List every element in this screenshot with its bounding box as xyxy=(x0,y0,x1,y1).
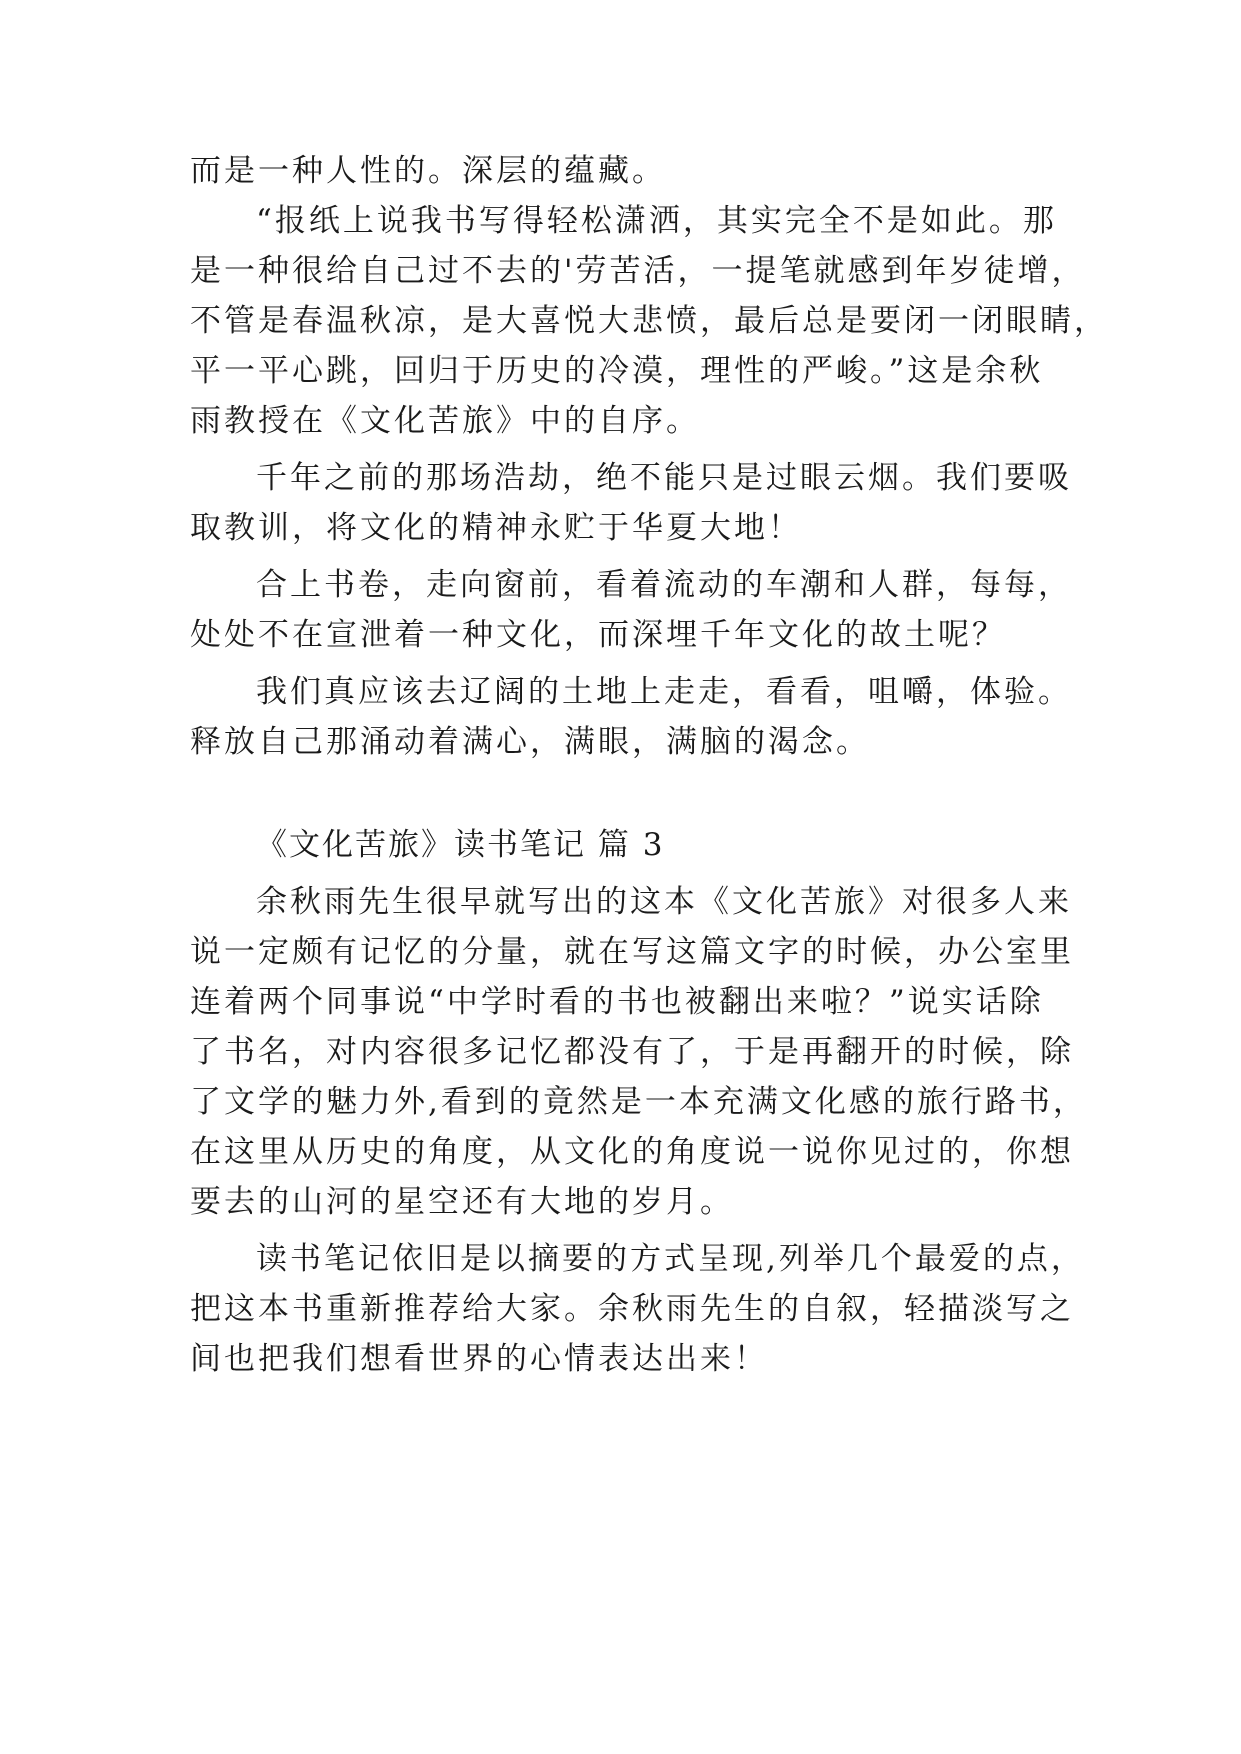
paragraph-line: 而是一种人性的。深层的蕴藏。 xyxy=(190,153,666,189)
paragraph-line: 我们真应该去辽阔的土地上走走，看看，咀嚼，体验。 xyxy=(256,674,1072,710)
paragraph-line: 千年之前的那场浩劫，绝不能只是过眼云烟。我们要吸 xyxy=(256,460,1072,496)
paragraph-line: 在这里从历史的角度，从文化的角度说一说你见过的，你想 xyxy=(190,1134,1074,1170)
paragraph-line: 把这本书重新推荐给大家。余秋雨先生的自叙，轻描淡写之 xyxy=(190,1291,1074,1327)
paragraph-line: 取教训，将文化的精神永贮于华夏大地！ xyxy=(190,510,802,546)
paragraph-line: 释放自己那涌动着满心，满眼，满脑的渴念。 xyxy=(190,724,870,760)
paragraph-line: 要去的山河的星空还有大地的岁月。 xyxy=(190,1184,734,1220)
paragraph-line: 处处不在宣泄着一种文化，而深埋千年文化的故土呢？ xyxy=(190,617,1006,653)
paragraph-line: 平一平心跳，回归于历史的冷漠，理性的严峻。”这是余秋 xyxy=(190,353,1044,389)
paragraph-line: 了书名，对内容很多记忆都没有了，于是再翻开的时候，除 xyxy=(190,1034,1074,1070)
paragraph-line: “报纸上说我书写得轻松潇洒，其实完全不是如此。那 xyxy=(256,203,1057,239)
paragraph-line: 是一种很给自己过不去的'劳苦活，一提笔就感到年岁徒增， xyxy=(190,253,1086,289)
paragraph-line: 说一定颇有记忆的分量，就在写这篇文字的时候，办公室里 xyxy=(190,934,1074,970)
paragraph-line: 读书笔记依旧是以摘要的方式呈现,列举几个最爱的点， xyxy=(256,1241,1085,1277)
paragraph-line: 不管是春温秋凉，是大喜悦大悲愤，最后总是要闭一闭眼睛， xyxy=(190,303,1108,339)
paragraph-line: 雨教授在《文化苦旅》中的自序。 xyxy=(190,403,700,439)
paragraph-line: 余秋雨先生很早就写出的这本《文化苦旅》对很多人来 xyxy=(256,884,1072,920)
paragraph-line: 了文学的魅力外,看到的竟然是一本充满文化感的旅行路书， xyxy=(190,1084,1087,1120)
section-heading: 《文化苦旅》读书笔记 篇 3 xyxy=(256,827,665,863)
paragraph-line: 合上书卷，走向窗前，看着流动的车潮和人群，每每， xyxy=(256,567,1072,603)
paragraph-line: 连着两个同事说“中学时看的书也被翻出来啦？”说实话除 xyxy=(190,984,1044,1020)
paragraph-line: 间也把我们想看世界的心情表达出来！ xyxy=(190,1341,768,1377)
